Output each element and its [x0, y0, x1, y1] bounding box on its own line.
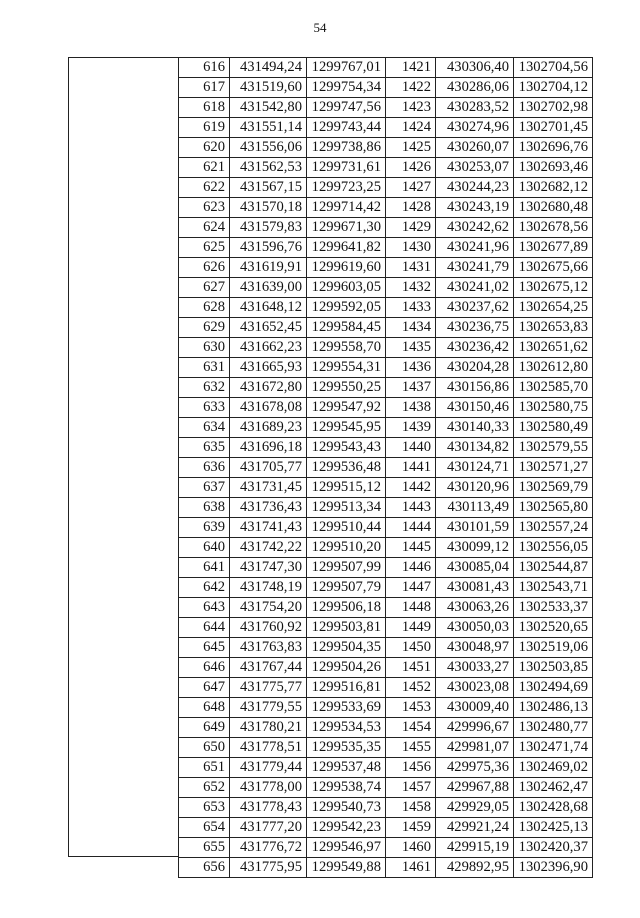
- table-row: [179, 718, 593, 738]
- x-coordinate-a-cell: 431556,06: [230, 138, 307, 158]
- point-number-b-cell: 1443: [386, 498, 436, 518]
- y-coordinate-b-cell: 1302653,83: [514, 318, 593, 338]
- point-number-a-cell: 626: [179, 258, 230, 278]
- table-row: [179, 818, 593, 838]
- point-number-b-cell: 1436: [386, 358, 436, 378]
- point-number-a-cell: 629: [179, 318, 230, 338]
- y-coordinate-b-cell: 1302486,13: [514, 698, 593, 718]
- x-coordinate-b-cell: 430124,71: [436, 458, 514, 478]
- point-number-b-cell: 1424: [386, 118, 436, 138]
- y-coordinate-b-cell: 1302693,46: [514, 158, 593, 178]
- x-coordinate-b-cell: 430120,96: [436, 478, 514, 498]
- x-coordinate-b-cell: 430134,82: [436, 438, 514, 458]
- point-number-a-cell: 623: [179, 198, 230, 218]
- x-coordinate-a-cell: 431731,45: [230, 478, 307, 498]
- y-coordinate-b-cell: 1302565,80: [514, 498, 593, 518]
- x-coordinate-b-cell: 430033,27: [436, 658, 514, 678]
- y-coordinate-a-cell: 1299754,34: [307, 78, 386, 98]
- y-coordinate-a-cell: 1299542,23: [307, 818, 386, 838]
- y-coordinate-a-cell: 1299536,48: [307, 458, 386, 478]
- point-number-a-cell: 645: [179, 638, 230, 658]
- point-number-a-cell: 625: [179, 238, 230, 258]
- x-coordinate-a-cell: 431748,19: [230, 578, 307, 598]
- y-coordinate-a-cell: 1299534,53: [307, 718, 386, 738]
- y-coordinate-a-cell: 1299547,92: [307, 398, 386, 418]
- point-number-a-cell: 630: [179, 338, 230, 358]
- table-row: [179, 398, 593, 418]
- point-number-a-cell: 632: [179, 378, 230, 398]
- point-number-b-cell: 1441: [386, 458, 436, 478]
- x-coordinate-b-cell: 430306,40: [436, 58, 514, 78]
- table-row: [179, 178, 593, 198]
- point-number-a-cell: 619: [179, 118, 230, 138]
- x-coordinate-a-cell: 431662,23: [230, 338, 307, 358]
- x-coordinate-a-cell: 431665,93: [230, 358, 307, 378]
- point-number-b-cell: 1434: [386, 318, 436, 338]
- point-number-b-cell: 1460: [386, 838, 436, 858]
- y-coordinate-a-cell: 1299671,30: [307, 218, 386, 238]
- y-coordinate-a-cell: 1299549,88: [307, 858, 386, 878]
- point-number-a-cell: 654: [179, 818, 230, 838]
- table-row: [179, 478, 593, 498]
- x-coordinate-a-cell: 431570,18: [230, 198, 307, 218]
- point-number-a-cell: 634: [179, 418, 230, 438]
- x-coordinate-a-cell: 431779,44: [230, 758, 307, 778]
- x-coordinate-a-cell: 431689,23: [230, 418, 307, 438]
- y-coordinate-b-cell: 1302462,47: [514, 778, 593, 798]
- x-coordinate-a-cell: 431760,92: [230, 618, 307, 638]
- table-row: [179, 758, 593, 778]
- y-coordinate-a-cell: 1299537,48: [307, 758, 386, 778]
- point-number-b-cell: 1457: [386, 778, 436, 798]
- y-coordinate-b-cell: 1302494,69: [514, 678, 593, 698]
- x-coordinate-a-cell: 431776,72: [230, 838, 307, 858]
- point-number-b-cell: 1438: [386, 398, 436, 418]
- x-coordinate-b-cell: 430283,52: [436, 98, 514, 118]
- y-coordinate-a-cell: 1299767,01: [307, 58, 386, 78]
- x-coordinate-b-cell: 430236,75: [436, 318, 514, 338]
- table-row: [179, 738, 593, 758]
- point-number-a-cell: 651: [179, 758, 230, 778]
- point-number-b-cell: 1430: [386, 238, 436, 258]
- point-number-a-cell: 631: [179, 358, 230, 378]
- y-coordinate-a-cell: 1299510,20: [307, 538, 386, 558]
- point-number-a-cell: 617: [179, 78, 230, 98]
- point-number-b-cell: 1455: [386, 738, 436, 758]
- point-number-a-cell: 633: [179, 398, 230, 418]
- point-number-b-cell: 1451: [386, 658, 436, 678]
- table-row: [179, 598, 593, 618]
- y-coordinate-a-cell: 1299513,34: [307, 498, 386, 518]
- x-coordinate-b-cell: 430101,59: [436, 518, 514, 538]
- point-number-b-cell: 1428: [386, 198, 436, 218]
- table-row: [179, 218, 593, 238]
- table-row: [179, 418, 593, 438]
- x-coordinate-b-cell: 430048,97: [436, 638, 514, 658]
- y-coordinate-a-cell: 1299554,31: [307, 358, 386, 378]
- table-row: [179, 118, 593, 138]
- table-row: [179, 538, 593, 558]
- table-row: [179, 658, 593, 678]
- table-row: [179, 158, 593, 178]
- x-coordinate-b-cell: 430244,23: [436, 178, 514, 198]
- y-coordinate-b-cell: 1302519,06: [514, 638, 593, 658]
- point-number-b-cell: 1426: [386, 158, 436, 178]
- point-number-a-cell: 641: [179, 558, 230, 578]
- x-coordinate-a-cell: 431551,14: [230, 118, 307, 138]
- empty-left-column: [68, 57, 178, 857]
- y-coordinate-a-cell: 1299545,95: [307, 418, 386, 438]
- y-coordinate-b-cell: 1302680,48: [514, 198, 593, 218]
- table-row: [179, 578, 593, 598]
- point-number-a-cell: 656: [179, 858, 230, 878]
- table-row: [179, 58, 593, 78]
- y-coordinate-a-cell: 1299503,81: [307, 618, 386, 638]
- y-coordinate-b-cell: 1302675,66: [514, 258, 593, 278]
- table-row: [179, 98, 593, 118]
- point-number-b-cell: 1446: [386, 558, 436, 578]
- x-coordinate-b-cell: 430241,96: [436, 238, 514, 258]
- x-coordinate-a-cell: 431780,21: [230, 718, 307, 738]
- table-row: [179, 378, 593, 398]
- y-coordinate-a-cell: 1299535,35: [307, 738, 386, 758]
- point-number-a-cell: 620: [179, 138, 230, 158]
- y-coordinate-a-cell: 1299507,99: [307, 558, 386, 578]
- x-coordinate-b-cell: 430260,07: [436, 138, 514, 158]
- y-coordinate-b-cell: 1302428,68: [514, 798, 593, 818]
- y-coordinate-a-cell: 1299546,97: [307, 838, 386, 858]
- y-coordinate-a-cell: 1299731,61: [307, 158, 386, 178]
- point-number-b-cell: 1454: [386, 718, 436, 738]
- x-coordinate-b-cell: 430243,19: [436, 198, 514, 218]
- y-coordinate-b-cell: 1302696,76: [514, 138, 593, 158]
- y-coordinate-b-cell: 1302701,45: [514, 118, 593, 138]
- x-coordinate-a-cell: 431696,18: [230, 438, 307, 458]
- y-coordinate-a-cell: 1299738,86: [307, 138, 386, 158]
- x-coordinate-b-cell: 430237,62: [436, 298, 514, 318]
- point-number-a-cell: 647: [179, 678, 230, 698]
- point-number-b-cell: 1447: [386, 578, 436, 598]
- x-coordinate-a-cell: 431494,24: [230, 58, 307, 78]
- x-coordinate-b-cell: 430242,62: [436, 218, 514, 238]
- y-coordinate-b-cell: 1302520,65: [514, 618, 593, 638]
- table-row: [179, 238, 593, 258]
- x-coordinate-a-cell: 431747,30: [230, 558, 307, 578]
- x-coordinate-a-cell: 431672,80: [230, 378, 307, 398]
- y-coordinate-b-cell: 1302678,56: [514, 218, 593, 238]
- page-number: 54: [313, 20, 327, 35]
- y-coordinate-a-cell: 1299558,70: [307, 338, 386, 358]
- table-row: [179, 798, 593, 818]
- x-coordinate-b-cell: 430023,08: [436, 678, 514, 698]
- y-coordinate-a-cell: 1299504,35: [307, 638, 386, 658]
- y-coordinate-a-cell: 1299747,56: [307, 98, 386, 118]
- point-number-a-cell: 621: [179, 158, 230, 178]
- x-coordinate-b-cell: 430009,40: [436, 698, 514, 718]
- coordinates-table: [178, 57, 593, 878]
- y-coordinate-b-cell: 1302682,12: [514, 178, 593, 198]
- y-coordinate-a-cell: 1299723,25: [307, 178, 386, 198]
- x-coordinate-a-cell: 431767,44: [230, 658, 307, 678]
- point-number-b-cell: 1452: [386, 678, 436, 698]
- table-row: [179, 858, 593, 878]
- point-number-a-cell: 646: [179, 658, 230, 678]
- table-row: [179, 278, 593, 298]
- x-coordinate-a-cell: 431779,55: [230, 698, 307, 718]
- point-number-b-cell: 1433: [386, 298, 436, 318]
- point-number-b-cell: 1458: [386, 798, 436, 818]
- table-row: [179, 618, 593, 638]
- x-coordinate-a-cell: 431596,76: [230, 238, 307, 258]
- x-coordinate-a-cell: 431763,83: [230, 638, 307, 658]
- y-coordinate-a-cell: 1299641,82: [307, 238, 386, 258]
- point-number-b-cell: 1429: [386, 218, 436, 238]
- x-coordinate-b-cell: 430156,86: [436, 378, 514, 398]
- x-coordinate-b-cell: 430050,03: [436, 618, 514, 638]
- point-number-a-cell: 652: [179, 778, 230, 798]
- x-coordinate-a-cell: 431519,60: [230, 78, 307, 98]
- x-coordinate-a-cell: 431775,95: [230, 858, 307, 878]
- point-number-b-cell: 1427: [386, 178, 436, 198]
- table-row: [179, 138, 593, 158]
- x-coordinate-a-cell: 431579,83: [230, 218, 307, 238]
- x-coordinate-a-cell: 431777,20: [230, 818, 307, 838]
- x-coordinate-b-cell: 430085,04: [436, 558, 514, 578]
- y-coordinate-b-cell: 1302533,37: [514, 598, 593, 618]
- y-coordinate-b-cell: 1302425,13: [514, 818, 593, 838]
- point-number-b-cell: 1456: [386, 758, 436, 778]
- x-coordinate-b-cell: 429967,88: [436, 778, 514, 798]
- point-number-b-cell: 1435: [386, 338, 436, 358]
- y-coordinate-b-cell: 1302651,62: [514, 338, 593, 358]
- x-coordinate-a-cell: 431678,08: [230, 398, 307, 418]
- x-coordinate-b-cell: 429981,07: [436, 738, 514, 758]
- table-row: [179, 498, 593, 518]
- table-row: [179, 78, 593, 98]
- y-coordinate-a-cell: 1299584,45: [307, 318, 386, 338]
- x-coordinate-b-cell: 430063,26: [436, 598, 514, 618]
- x-coordinate-b-cell: 429921,24: [436, 818, 514, 838]
- y-coordinate-a-cell: 1299507,79: [307, 578, 386, 598]
- y-coordinate-b-cell: 1302702,98: [514, 98, 593, 118]
- y-coordinate-b-cell: 1302503,85: [514, 658, 593, 678]
- x-coordinate-a-cell: 431778,00: [230, 778, 307, 798]
- x-coordinate-b-cell: 430150,46: [436, 398, 514, 418]
- y-coordinate-b-cell: 1302471,74: [514, 738, 593, 758]
- point-number-a-cell: 643: [179, 598, 230, 618]
- x-coordinate-b-cell: 430241,79: [436, 258, 514, 278]
- x-coordinate-b-cell: 430253,07: [436, 158, 514, 178]
- point-number-a-cell: 644: [179, 618, 230, 638]
- y-coordinate-a-cell: 1299714,42: [307, 198, 386, 218]
- y-coordinate-b-cell: 1302677,89: [514, 238, 593, 258]
- x-coordinate-a-cell: 431736,43: [230, 498, 307, 518]
- y-coordinate-a-cell: 1299592,05: [307, 298, 386, 318]
- point-number-a-cell: 624: [179, 218, 230, 238]
- table-row: [179, 558, 593, 578]
- y-coordinate-b-cell: 1302704,56: [514, 58, 593, 78]
- y-coordinate-a-cell: 1299504,26: [307, 658, 386, 678]
- table-row: [179, 698, 593, 718]
- y-coordinate-a-cell: 1299506,18: [307, 598, 386, 618]
- point-number-a-cell: 650: [179, 738, 230, 758]
- y-coordinate-b-cell: 1302569,79: [514, 478, 593, 498]
- point-number-a-cell: 638: [179, 498, 230, 518]
- point-number-b-cell: 1449: [386, 618, 436, 638]
- x-coordinate-a-cell: 431742,22: [230, 538, 307, 558]
- point-number-a-cell: 635: [179, 438, 230, 458]
- table-row: [179, 338, 593, 358]
- table-row: [179, 198, 593, 218]
- y-coordinate-b-cell: 1302420,37: [514, 838, 593, 858]
- point-number-a-cell: 640: [179, 538, 230, 558]
- point-number-b-cell: 1442: [386, 478, 436, 498]
- y-coordinate-b-cell: 1302675,12: [514, 278, 593, 298]
- point-number-b-cell: 1444: [386, 518, 436, 538]
- point-number-b-cell: 1431: [386, 258, 436, 278]
- x-coordinate-b-cell: 430081,43: [436, 578, 514, 598]
- point-number-a-cell: 636: [179, 458, 230, 478]
- point-number-a-cell: 642: [179, 578, 230, 598]
- coordinates-table-body: [179, 58, 593, 878]
- x-coordinate-b-cell: 429915,19: [436, 838, 514, 858]
- y-coordinate-a-cell: 1299538,74: [307, 778, 386, 798]
- y-coordinate-a-cell: 1299619,60: [307, 258, 386, 278]
- y-coordinate-b-cell: 1302612,80: [514, 358, 593, 378]
- y-coordinate-a-cell: 1299515,12: [307, 478, 386, 498]
- x-coordinate-b-cell: 430140,33: [436, 418, 514, 438]
- y-coordinate-a-cell: 1299533,69: [307, 698, 386, 718]
- x-coordinate-a-cell: 431754,20: [230, 598, 307, 618]
- x-coordinate-b-cell: 430274,96: [436, 118, 514, 138]
- point-number-a-cell: 637: [179, 478, 230, 498]
- y-coordinate-a-cell: 1299543,43: [307, 438, 386, 458]
- y-coordinate-b-cell: 1302580,49: [514, 418, 593, 438]
- x-coordinate-b-cell: 430204,28: [436, 358, 514, 378]
- x-coordinate-a-cell: 431778,43: [230, 798, 307, 818]
- point-number-b-cell: 1422: [386, 78, 436, 98]
- table-row: [179, 518, 593, 538]
- x-coordinate-a-cell: 431619,91: [230, 258, 307, 278]
- table-row: [179, 438, 593, 458]
- point-number-a-cell: 649: [179, 718, 230, 738]
- x-coordinate-a-cell: 431652,45: [230, 318, 307, 338]
- x-coordinate-a-cell: 431775,77: [230, 678, 307, 698]
- point-number-a-cell: 628: [179, 298, 230, 318]
- x-coordinate-b-cell: 430241,02: [436, 278, 514, 298]
- y-coordinate-b-cell: 1302544,87: [514, 558, 593, 578]
- point-number-a-cell: 627: [179, 278, 230, 298]
- table-row: [179, 318, 593, 338]
- point-number-a-cell: 655: [179, 838, 230, 858]
- y-coordinate-a-cell: 1299603,05: [307, 278, 386, 298]
- y-coordinate-b-cell: 1302556,05: [514, 538, 593, 558]
- point-number-b-cell: 1450: [386, 638, 436, 658]
- x-coordinate-b-cell: 429996,67: [436, 718, 514, 738]
- y-coordinate-b-cell: 1302579,55: [514, 438, 593, 458]
- point-number-b-cell: 1445: [386, 538, 436, 558]
- point-number-b-cell: 1421: [386, 58, 436, 78]
- y-coordinate-b-cell: 1302704,12: [514, 78, 593, 98]
- x-coordinate-b-cell: 429892,95: [436, 858, 514, 878]
- point-number-a-cell: 648: [179, 698, 230, 718]
- x-coordinate-a-cell: 431562,53: [230, 158, 307, 178]
- x-coordinate-a-cell: 431648,12: [230, 298, 307, 318]
- table-row: [179, 638, 593, 658]
- x-coordinate-b-cell: 430099,12: [436, 538, 514, 558]
- table-row: [179, 458, 593, 478]
- y-coordinate-b-cell: 1302580,75: [514, 398, 593, 418]
- y-coordinate-a-cell: 1299510,44: [307, 518, 386, 538]
- x-coordinate-b-cell: 430236,42: [436, 338, 514, 358]
- table-row: [179, 778, 593, 798]
- x-coordinate-a-cell: 431778,51: [230, 738, 307, 758]
- y-coordinate-b-cell: 1302557,24: [514, 518, 593, 538]
- point-number-b-cell: 1440: [386, 438, 436, 458]
- table-row: [179, 298, 593, 318]
- point-number-a-cell: 616: [179, 58, 230, 78]
- y-coordinate-b-cell: 1302543,71: [514, 578, 593, 598]
- x-coordinate-b-cell: 429975,36: [436, 758, 514, 778]
- point-number-a-cell: 639: [179, 518, 230, 538]
- point-number-a-cell: 622: [179, 178, 230, 198]
- point-number-b-cell: 1448: [386, 598, 436, 618]
- y-coordinate-b-cell: 1302480,77: [514, 718, 593, 738]
- x-coordinate-a-cell: 431542,80: [230, 98, 307, 118]
- point-number-a-cell: 618: [179, 98, 230, 118]
- y-coordinate-b-cell: 1302571,27: [514, 458, 593, 478]
- x-coordinate-b-cell: 429929,05: [436, 798, 514, 818]
- point-number-b-cell: 1453: [386, 698, 436, 718]
- point-number-b-cell: 1439: [386, 418, 436, 438]
- table-row: [179, 358, 593, 378]
- table-row: [179, 258, 593, 278]
- y-coordinate-a-cell: 1299743,44: [307, 118, 386, 138]
- table-row: [179, 678, 593, 698]
- y-coordinate-a-cell: 1299540,73: [307, 798, 386, 818]
- y-coordinate-a-cell: 1299550,25: [307, 378, 386, 398]
- point-number-b-cell: 1437: [386, 378, 436, 398]
- table-row: [179, 838, 593, 858]
- y-coordinate-b-cell: 1302585,70: [514, 378, 593, 398]
- y-coordinate-a-cell: 1299516,81: [307, 678, 386, 698]
- point-number-b-cell: 1461: [386, 858, 436, 878]
- point-number-b-cell: 1459: [386, 818, 436, 838]
- x-coordinate-b-cell: 430113,49: [436, 498, 514, 518]
- x-coordinate-a-cell: 431705,77: [230, 458, 307, 478]
- point-number-a-cell: 653: [179, 798, 230, 818]
- point-number-b-cell: 1432: [386, 278, 436, 298]
- point-number-b-cell: 1425: [386, 138, 436, 158]
- x-coordinate-a-cell: 431741,43: [230, 518, 307, 538]
- x-coordinate-b-cell: 430286,06: [436, 78, 514, 98]
- y-coordinate-b-cell: 1302469,02: [514, 758, 593, 778]
- point-number-b-cell: 1423: [386, 98, 436, 118]
- x-coordinate-a-cell: 431639,00: [230, 278, 307, 298]
- y-coordinate-b-cell: 1302396,90: [514, 858, 593, 878]
- x-coordinate-a-cell: 431567,15: [230, 178, 307, 198]
- y-coordinate-b-cell: 1302654,25: [514, 298, 593, 318]
